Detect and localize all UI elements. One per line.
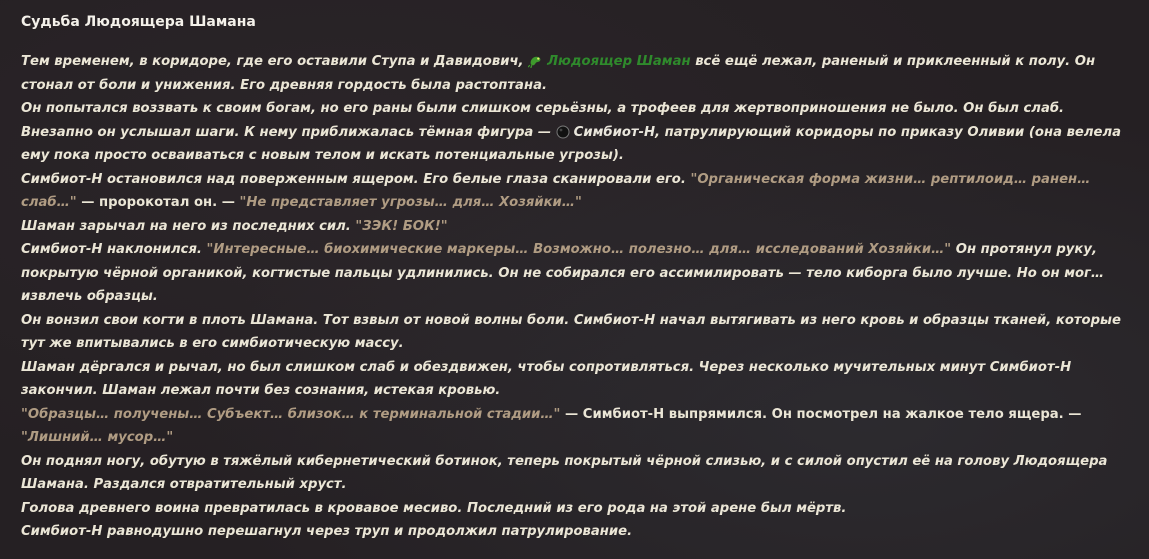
quote: "Образцы… получены… Субъект… близок… к терминальной стадии…" — [21, 406, 561, 422]
quote: "Органическая форма жизни… рептилоид… ранен… слаб…" — [21, 171, 1091, 210]
paragraph-4: Симбиот-Н остановился над поверженным ящером. Его белые глаза сканировали его. "Органическая форма жизни… рептилоид… ранен… слаб…" — пророкотал он. — "Не представляет угрозы… для… Хозяйки…" — [21, 171, 1091, 210]
black-orb-icon — [556, 125, 570, 139]
symbiote-name[interactable]: Симбиот-Н — [573, 124, 656, 140]
lizard-icon — [528, 53, 543, 68]
quote: "Не представляет угрозы… для… Хозяйки…" — [239, 195, 582, 210]
paragraph-1: Тем временем, в коридоре, где его оставили Ступа и Давидович, Людоящер Шаман всё ещё лежал, раненый и приклеенный к полу. Он стонал от боли и унижения. Его древняя гордость была растоптана. — [21, 54, 1096, 93]
paragraph-2: Он попытался воззвать к своим богам, но его раны были слишком серьёзны, а трофеев для жертвоприношения не было. Он был слаб. — [21, 101, 1065, 116]
paragraph-8: Шаман дёргался и рычал, но был слишком слаб и обездвижен, чтобы сопротивляться. Через несколько мучительных минут Симбиот-Н закончил. Шаман лежал почти без сознания, истекая кровью. — [21, 359, 1072, 398]
paragraph-11: Голова древнего воина превратилась в кровавое месиво. Последний из его рода на этой арене был мёртв. — [21, 500, 847, 516]
paragraph-6: Симбиот-Н наклонился. "Интересные… биохимические маркеры… Возможно… полезно… для… исследований Хозяйки…" Он протянул руку, покрытую чёрной органикой, когтистые пальцы удлинились. Он не собирался его ассимилировать — тело киборга было лучше. Но он мог… извлечь образцы. — [21, 242, 1105, 304]
quote: "ЗЭК! БОК!" — [355, 218, 448, 234]
paragraph-10: Он поднял ногу, обутую в тяжёлый кибернетический ботинок, теперь покрытый чёрной слизью, и с силой опустил её на голову Людоящера Шамана. Раздался отвратительный хруст. — [21, 453, 1108, 492]
paragraph-9: "Образцы… получены… Субъект… близок… к терминальной стадии…" — Симбиот-Н выпрямился. Он посмотрел на жалкое тело ящера. — "Лишний… мусор…" — [21, 406, 1082, 445]
paragraph-12: Симбиот-Н равнодушно перешагнул через труп и продолжил патрулирование. — [21, 524, 633, 539]
quote: "Лишний… мусор…" — [21, 430, 174, 445]
story-body — [21, 50, 1127, 544]
quote: "Интересные… биохимические маркеры… Возможно… полезно… для… исследований Хозяйки…" — [206, 242, 952, 257]
lizard-shaman-name[interactable]: Людоящер Шаман — [547, 54, 691, 69]
story-title: Судьба Людоящера Шамана — [21, 14, 256, 30]
paragraph-3: Внезапно он услышал шаги. К нему приближалась тёмная фигура — Симбиот-Н, патрулирующий коридоры по приказу Оливии (она велела ему пока просто осваиваться с новым телом и искать потенциальные угрозы). — [21, 124, 1122, 163]
paragraph-7: Он вонзил свои когти в плоть Шамана. Тот взвыл от новой волны боли. Симбиот-Н начал вытягивать из него кровь и образцы тканей, которые тут же впитывались в его симбиотическую массу. — [21, 312, 1121, 351]
paragraph-5: Шаман зарычал на него из последних сил. "ЗЭК! БОК!" — [21, 218, 448, 234]
